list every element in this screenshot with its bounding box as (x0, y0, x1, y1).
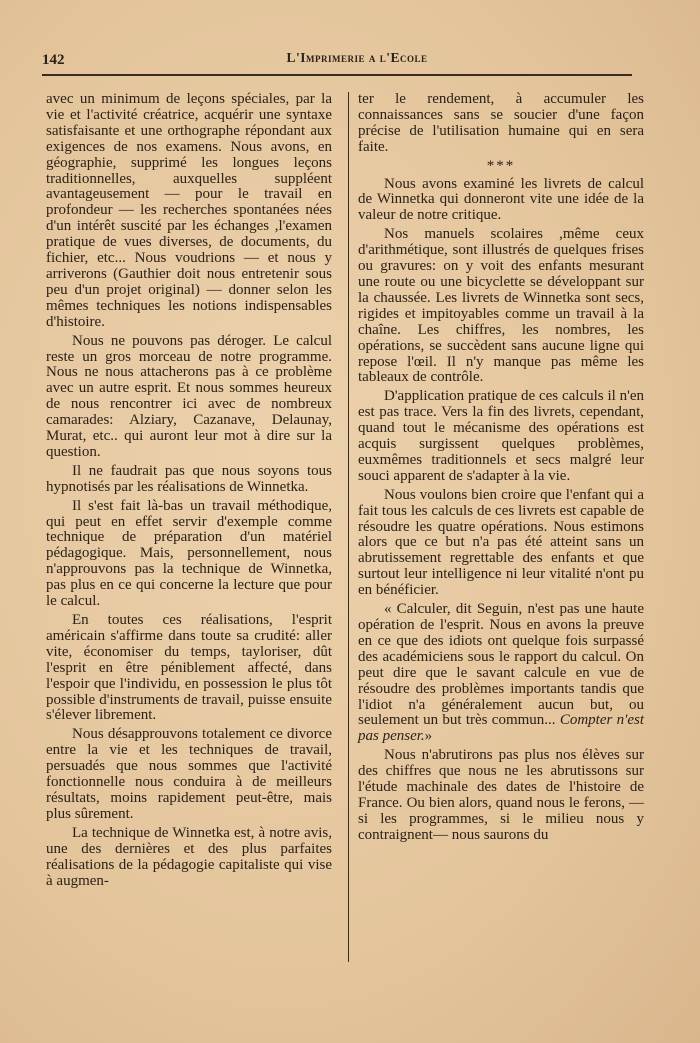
paragraph: Nous n'abrutirons pas plus nos élèves sur des chiffres que nous ne les abrutissons sur l'étude machinale des dates de l'histoire de France. Ou bien alors, quand nous le ferons, — si les programmes, si le milieu nous y contraignent— nous saurons du (358, 747, 644, 843)
paragraph: Nous voulons bien croire que l'enfant qui a fait tous les calculs de ces livrets est capable de résoudre les quatre opérations. Nous estimons alors que ce but n'a pas été atteint sans un abrutissement regrettable des enfants et que surtout leur intelligence ni leur vitalité n'ont pu en bénéficier. (358, 486, 644, 599)
paragraph: Il ne faudrait pas que nous soyons tous hypnotisés par les réalisations de Winnetka. (46, 462, 332, 495)
paragraph: Nous ne pouvons pas déroger. Le calcul reste un gros morceau de notre programme. Nous ne nous attacherons pas à ce problème avec un autre esprit. Et nous sommes heureux de nous rencontrer ici avec de nombreux camarades: Alziary, Cazanave, Delaunay, Murat, etc.. qui auront leur mot à dire sur la question. (46, 332, 332, 460)
running-title: L'Imprimerie a l'Ecole (286, 50, 428, 65)
paragraph: ter le rendement, à accumuler les connaissances sans se soucier d'une façon précise de l'utilisation humaine qui en sera faite. (358, 91, 644, 155)
paragraph: D'application pratique de ces calculs il n'en est pas trace. Vers la fin des livrets, cependant, quand tout le mécanisme des opérations est acquis surgissent quelques problèmes, euxmêmes traditionnels et secs malgré leur souci apparent de s'adapter à la vie. (358, 388, 644, 484)
quote-text: « Calculer, dit Seguin, n'est pas une haute opération de l'esprit. Nous en avons la preuve en ce que des idiots ont quelque fois surpassé des académiciens sous le rapport du calcul. On peut dire que le savant calcule en vue de résoudre des problèmes importants tandis que l'idiot n'a généralement aucun but, ou seulement un but très commun... (358, 601, 644, 729)
quote-close: » (424, 728, 433, 745)
page-number: 142 (42, 52, 65, 68)
paragraph: Il s'est fait là-bas un travail méthodique, qui peut en effet servir d'exemple comme technique de préparation d'un matériel pédagogique. Mais, personnellement, nous n'approuvons pas la technique de Winnetka, pas plus en ce qui concerne la lecture que pour le calcul. (46, 497, 332, 610)
quote-paragraph (358, 602, 644, 745)
paragraph: Nos manuels scolaires ,même ceux d'arithmétique, sont illustrés de quelques frises ou gravures: on y voit des enfants mesurant une route ou une bicyclette se développant sur la chaussée. Les livrets de Winnetka sont secs, rigides et impitoyables comme un travail à la chaîne. Les chiffres, les nombres, les opérations, se succèdent sans aucune ligne qui repose l'œil. Il n'y manque pas même les tableaux de contrôle. (358, 226, 644, 386)
paragraph: Nous désapprouvons totalement ce divorce entre la vie et les techniques de travail, persuadés que nous sommes que l'activité fonctionnelle nous conduira à de meilleurs résultats, moins rapidement peut-être, mais plus sûrement. (46, 726, 332, 822)
column-divider (348, 92, 349, 962)
section-separator: *** (486, 157, 516, 174)
page-header (42, 50, 642, 72)
paragraph: avec un minimum de leçons spéciales, par la vie et l'activité créatrice, acquérir une syntaxe satisfaisante et une orthographe répondant aux exigences de nos examens. Nous avons, en géographie, supprimé les longues leçons traditionnelles, auxquelles suppléent avantageusement — pour le travail en profondeur — les recherches spontanées nées d'un intérêt suscité par les échanges ,l'examen pratique de vues diverses, de documents, du fichier, etc... Nous voudrions — et nous y arriverons (Gauthier doit nous entretenir sous peu d'un projet original) — donner selon les mêmes techniques les notions indispensables d'histoire. (46, 91, 332, 330)
header-rule (42, 74, 632, 76)
right-column (358, 92, 644, 847)
left-column (46, 92, 332, 892)
paragraph: La technique de Winnetka est, à notre avis, une des dernières et des plus parfaites réalisations de la pédagogie capitaliste qui vise à augmen- (46, 824, 332, 889)
quote-italic: Compter n'est pas penser. (358, 712, 645, 745)
paragraph: Nous avons examiné les livrets de calcul de Winnetka qui donneront vite une idée de la valeur de notre critique. (358, 175, 644, 224)
paragraph: En toutes ces réalisations, l'esprit américain s'affirme dans toute sa crudité: aller vite, économiser du temps, tayloriser, dût l'esprit en être péniblement affecté, dans l'espoir que l'individu, en possession le plus tôt possible d'instruments de travail, puisse ensuite s'élever librement. (46, 612, 332, 724)
